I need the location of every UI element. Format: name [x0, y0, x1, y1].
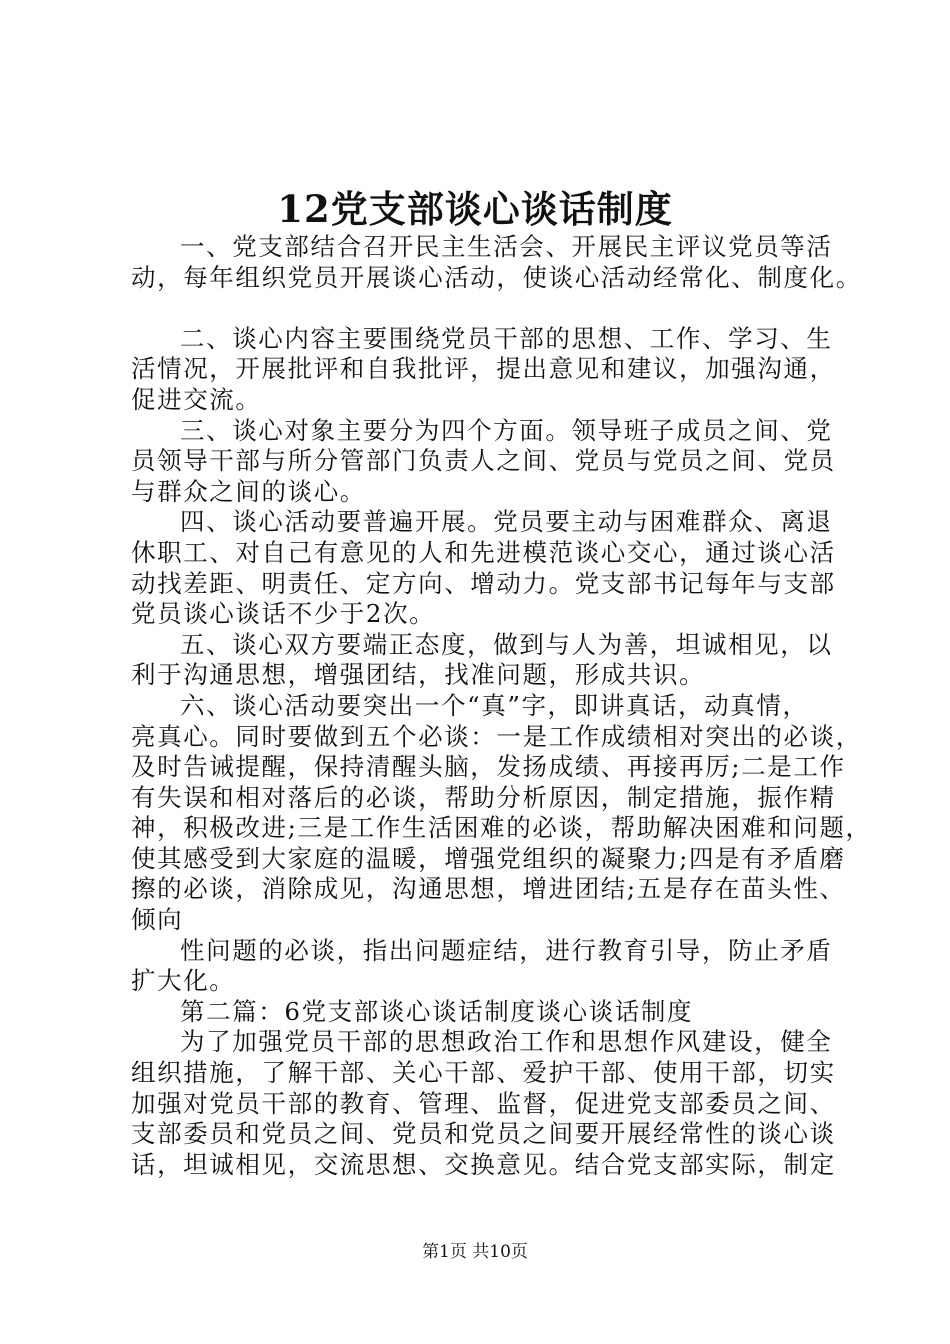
- text-line: 扩大化。: [131, 966, 236, 996]
- text-line: 促进交流。: [131, 384, 262, 414]
- text-line: 党员谈心谈话不少于2次。: [131, 599, 436, 629]
- page-footer: 第1页 共10页: [422, 1242, 528, 1262]
- text-line: 六、谈心活动要突出一个“真”字，即讲真话，动真情，: [180, 690, 809, 720]
- text-line: 一、党支部结合召开民主生活会、开展民主评议党员等活: [180, 232, 833, 261]
- text-line: 与群众之间的谈心。: [131, 476, 366, 506]
- text-line: 四、谈心活动要普遍开展。党员要主动与困难群众、离退: [180, 507, 833, 537]
- text-line: 使其感受到大家庭的温暖，增强党组织的凝聚力;四是有矛盾磨: [131, 843, 846, 873]
- document-body: [131, 232, 872, 1180]
- text-line: 及时告诫提醒，保持清醒头脑，发扬成绩、再接再厉;二是工作: [131, 752, 846, 782]
- text-line: 员领导干部与所分管部门负责人之间、党员与党员之间、党员: [131, 446, 836, 476]
- text-line: 亮真心。同时要做到五个必谈：一是工作成绩相对突出的必谈，: [131, 721, 862, 751]
- text-line: 有失误和相对落后的必谈，帮助分析原因，制定措施，振作精: [131, 782, 836, 812]
- text-line: 倾向: [131, 905, 184, 935]
- text-line: 加强对党员干部的教育、管理、监督，促进党支部委员之间、: [131, 1088, 836, 1118]
- text-line: 动，每年组织党员开展谈心活动，使谈心活动经常化、制度化。: [131, 262, 862, 292]
- text-line: 利于沟通思想，增强团结，找准问题，形成共识。: [131, 660, 706, 690]
- text-line: 性问题的必谈，指出问题症结，进行教育引导，防止矛盾: [180, 935, 833, 965]
- text-line: 三、谈心对象主要分为四个方面。领导班子成员之间、党: [180, 415, 833, 445]
- text-line: 神，积极改进;三是工作生活困难的必谈，帮助解决困难和问题，: [131, 813, 872, 843]
- text-line: 组织措施，了解干部、关心干部、爱护干部、使用干部，切实: [131, 1058, 836, 1088]
- text-line: 动找差距、明责任、定方向、增动力。党支部书记每年与支部: [131, 568, 836, 598]
- text-line: 二、谈心内容主要围绕党员干部的思想、工作、学习、生: [180, 323, 833, 353]
- paragraph-spacer: [131, 293, 846, 324]
- text-line: 活情况，开展批评和自我批评，提出意见和建议，加强沟通，: [131, 354, 836, 384]
- text-line: 话，坦诚相见，交流思想、交换意见。结合党支部实际，制定: [131, 1149, 836, 1179]
- text-line: 为了加强党员干部的思想政治工作和思想作风建设，健全: [180, 1027, 833, 1057]
- text-line: 擦的必谈，消除成见，沟通思想，增进团结;五是存在苗头性、: [131, 874, 846, 904]
- text-line: 休职工、对自己有意见的人和先进模范谈心交心，通过谈心活: [131, 537, 836, 567]
- text-line: 支部委员和党员之间、党员和党员之间要开展经常性的谈心谈: [131, 1119, 836, 1149]
- text-line: 五、谈心双方要端正态度，做到与人为善，坦诚相见，以: [180, 629, 833, 659]
- document-title: 12党支部谈心谈话制度: [277, 187, 673, 231]
- text-line: 第二篇：6党支部谈心谈话制度谈心谈话制度: [180, 996, 694, 1026]
